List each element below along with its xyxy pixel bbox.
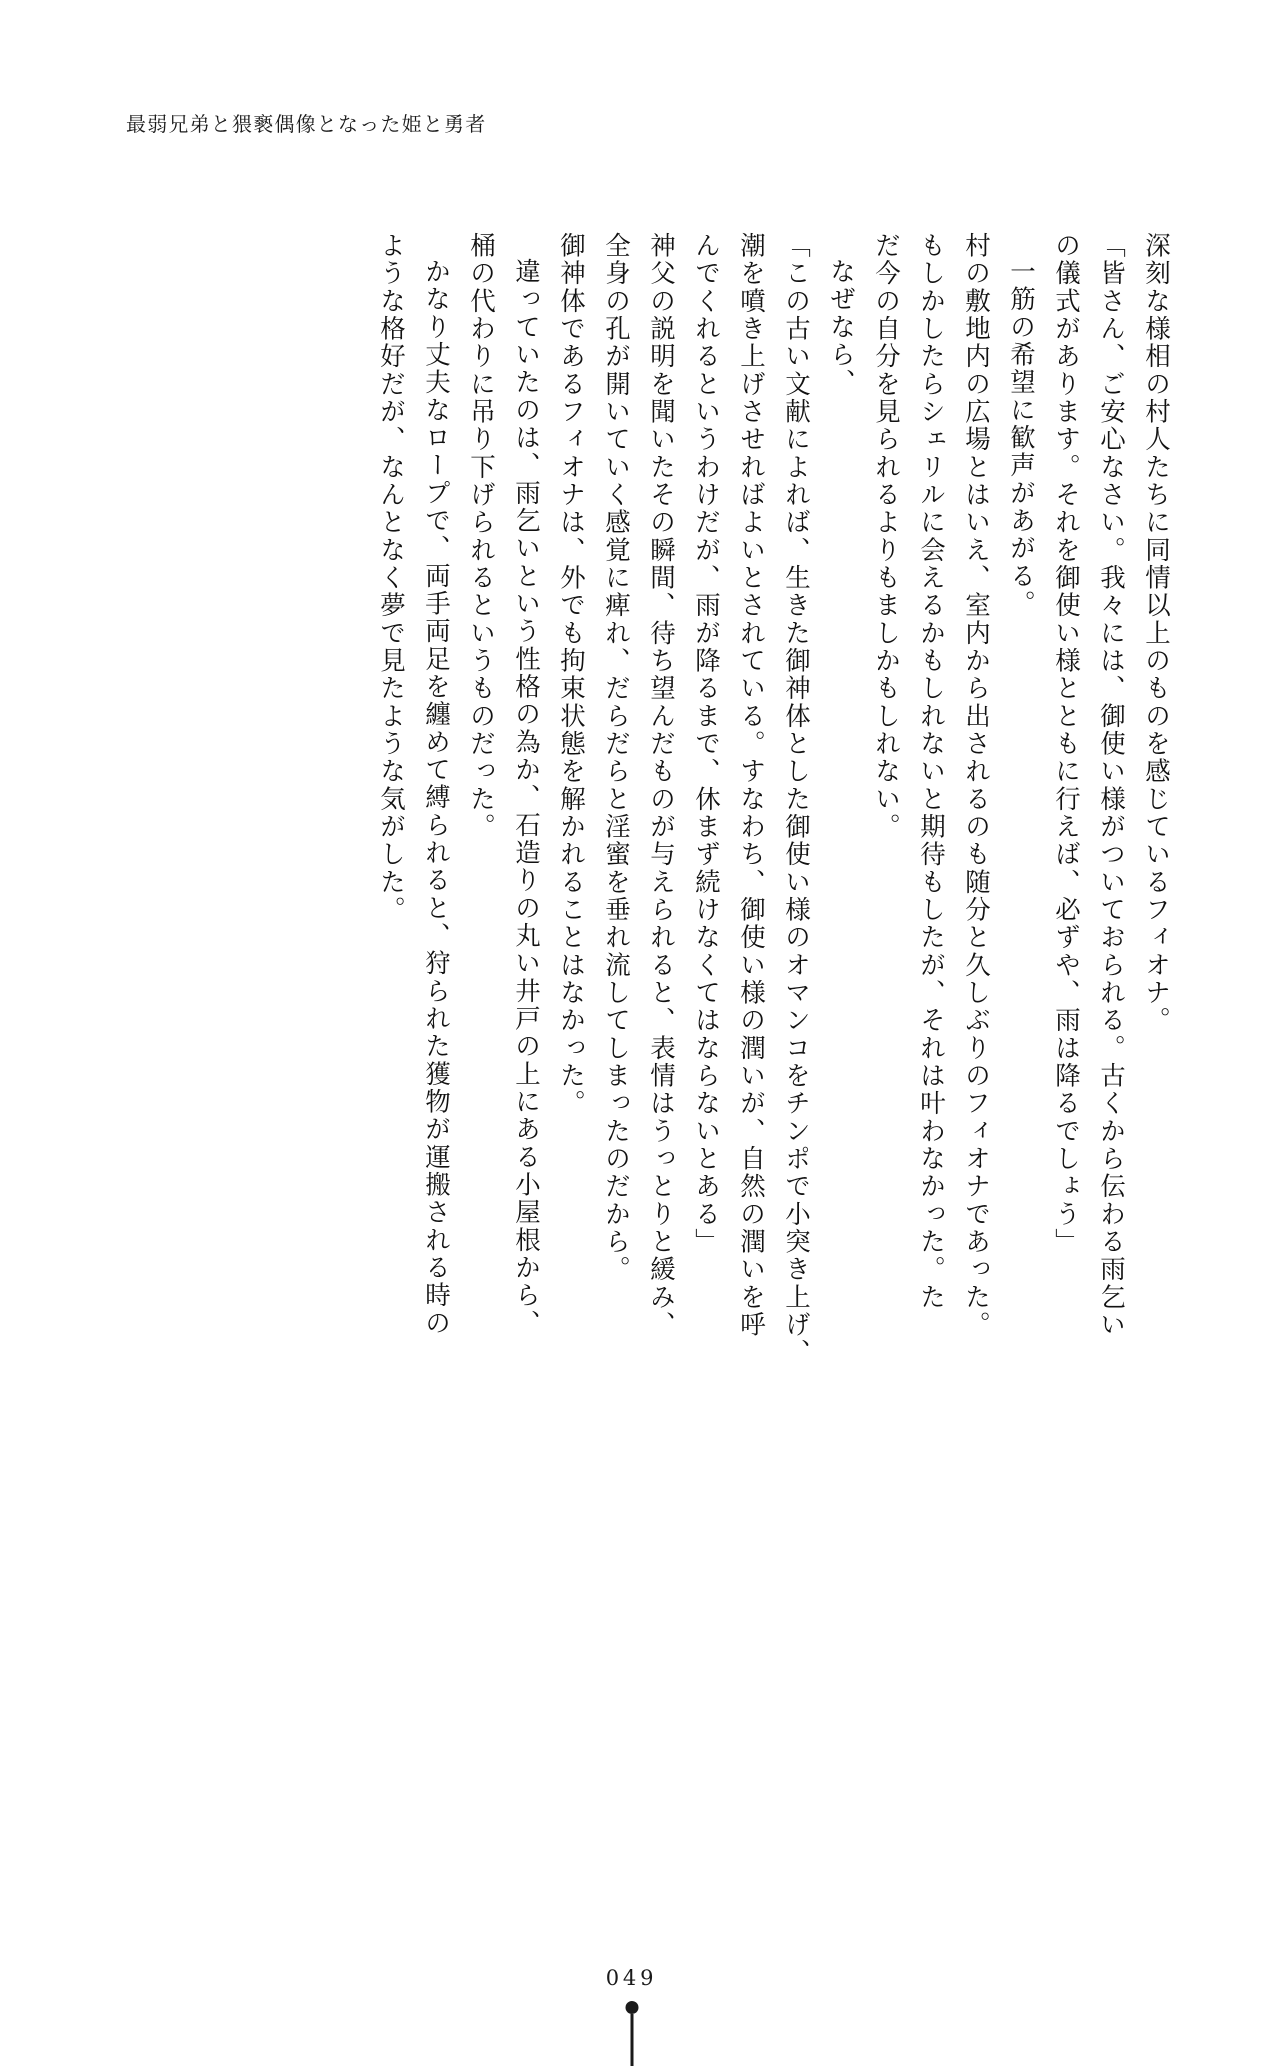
text-line: 全身の孔が開いていく感覚に痺れ、だらだらと淫蜜を垂れ流してしまったのだから。 <box>601 232 631 1284</box>
running-head: 最弱兄弟と猥褻偶像となった姫と勇者 <box>126 112 487 136</box>
text-line: 御神体であるフィオナは、外でも拘束状態を解かれることはなかった。 <box>556 232 586 1118</box>
text-line: かなり丈夫なロープで、両手両足を纏めて縛られると、狩られた獲物が運搬される時の <box>421 258 451 1338</box>
text-line: 違っていたのは、雨乞いという性格の為か、石造りの丸い井戸の上にある小屋根から、 <box>511 258 541 1338</box>
text-line: の儀式があります。それを御使い様とともに行えば、必ずや、雨は降るでしょう」 <box>1051 232 1081 1256</box>
text-line: 村の敷地内の広場とはいえ、室内から出されるのも随分と久しぶりのフィオナであった。 <box>961 232 991 1339</box>
folio-dot-ornament <box>625 2001 638 2014</box>
text-line: 「この古い文献によれば、生きた御神体とした御使い様のオマンコをチンポで小突き上げ、 <box>781 232 811 1367</box>
text-line: なぜなら、 <box>826 258 856 397</box>
text-line: んでくれるというわけだが、雨が降るまで、休まず続けなくてはならないとある」 <box>691 232 721 1256</box>
text-line: もしかしたらシェリルに会えるかもしれないと期待もしたが、それは叶わなかった。た <box>916 232 946 1312</box>
folio-rule-ornament <box>630 2014 633 2066</box>
text-line: ような格好だが、なんとなく夢で見たような気がした。 <box>376 232 406 924</box>
text-line: 深刻な様相の村人たちに同情以上のものを感じているフィオナ。 <box>1141 232 1171 1035</box>
text-line: 潮を噴き上げさせればよいとされている。すなわち、御使い様の潤いが、自然の潤いを呼 <box>736 232 766 1339</box>
text-line: 桶の代わりに吊り下げられるというものだった。 <box>466 232 496 841</box>
text-line: 一筋の希望に歓声があがる。 <box>1006 258 1036 618</box>
page-number: 049 <box>605 1966 658 1990</box>
text-line: だ今の自分を見られるよりもましかもしれない。 <box>871 232 901 841</box>
body-text-block <box>108 232 1171 1372</box>
text-line: 神父の説明を聞いたその瞬間、待ち望んだものが与えられると、表情はうっとりと緩み、 <box>646 232 676 1339</box>
text-line: 「皆さん、ご安心なさい。我々には、御使い様がついておられる。古くから伝わる雨乞い <box>1096 232 1126 1339</box>
